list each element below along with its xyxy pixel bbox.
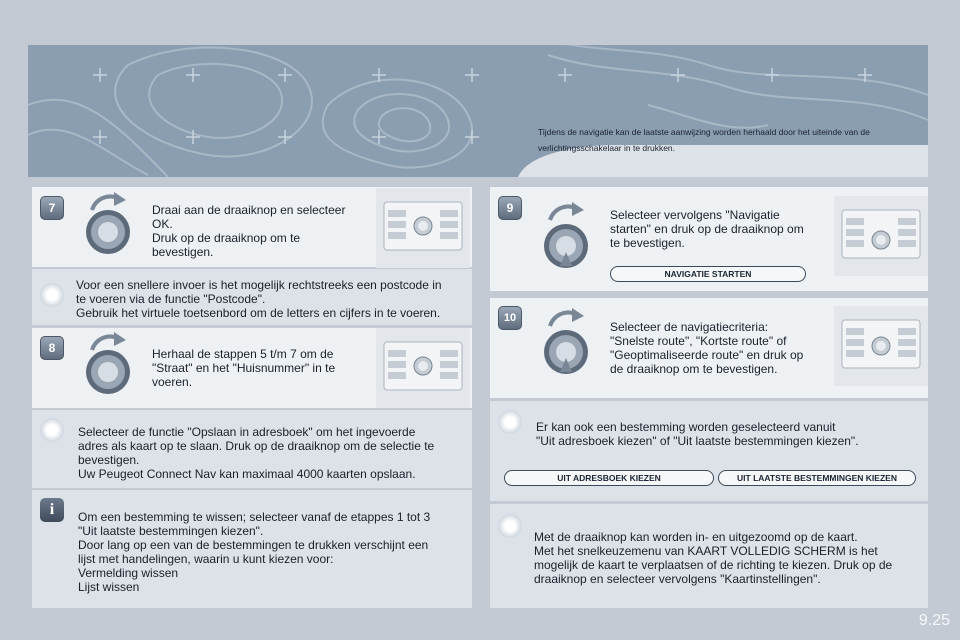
step-number-badge: 10 [498,306,522,330]
header-banner [28,45,928,177]
info-icon: i [40,498,64,522]
tip-text: Met de draaiknop kan worden in- en uitgezoomd op de kaart. Met het snelkeuzemenu van KAART VOLLEDIG SCHERM is het mogelijk de kaart te verplaatsen of de richting te kiezen. Druk op de draaiknop en selecteer vervolgens "Kaartinstellingen". [534,530,893,586]
start-navigation-button[interactable]: NAVIGATIE STARTEN [610,266,806,282]
rotary-knob-icon [536,200,596,280]
select-from-address-book-button[interactable]: UIT ADRESBOEK KIEZEN [504,470,714,486]
radio-unit-icon [834,306,928,386]
step-number-badge: 8 [40,336,64,360]
step-number-badge: 9 [498,196,522,220]
sun-tip-icon [498,410,522,434]
radio-unit-icon [834,196,928,276]
step-text: Herhaal de stappen 5 t/m 7 om de "Straat" en het "Huisnummer" in te voeren. [152,347,336,389]
page-number: 9.25 [918,612,950,629]
sun-tip-icon [40,283,64,307]
sun-tip-icon [40,418,64,442]
radio-unit-icon [376,188,470,268]
step-text: Draai aan de draaiknop en selecteer OK. Druk op de draaiknop om te bevestigen. [152,203,346,259]
step-number-badge: 7 [40,196,64,220]
sun-tip-icon [498,514,522,538]
radio-unit-icon [376,328,470,408]
step-text: Selecteer vervolgens "Navigatie starten" en druk op de draaiknop om te bevestigen. [610,208,804,250]
tip-text: Er kan ook een bestemming worden geselecteerd vanuit "Uit adresboek kiezen" of "Uit laatste bestemmingen kiezen". [536,420,859,448]
tip-panel [490,401,928,501]
topographic-map-icon [28,45,928,177]
rotary-knob-icon [78,330,138,400]
step-text: Selecteer de navigatiecriteria: "Snelste route", "Kortste route" of "Geoptimaliseerde route" en druk op de draaiknop om te bevestigen. [610,320,804,376]
rotary-knob-icon [536,306,596,386]
tip-text: Selecteer de functie "Opslaan in adresboek" om het ingevoerde adres als kaart op te slaan. Druk op de draaiknop om de selectie te bevestigen. Uw Peugeot Connect Nav kan maximaal 4000 kaarten opslaan. [78,425,435,481]
select-from-recent-destinations-button[interactable]: UIT LAATSTE BESTEMMINGEN KIEZEN [718,470,916,486]
banner-note: Tijdens de navigatie kan de laatste aanwijzing worden herhaald door het uiteinde van de verlichtingsschakelaar in te drukken. [538,127,870,153]
info-text: Om een bestemming te wissen; selecteer vanaf de etappes 1 tot 3 "Uit laatste bestemmingen kiezen". Door lang op een van de bestemmingen te drukken verschijnt een lijst met handelingen, waarin u kunt kiezen voor: Vermelding wissen Lijst wissen [78,510,431,594]
rotary-knob-icon [78,190,138,260]
tip-text: Voor een snellere invoer is het mogelijk rechtstreeks een postcode in te voeren via de functie "Postcode". Gebruik het virtuele toetsenbord om de letters en cijfers in te voeren. [76,278,442,320]
